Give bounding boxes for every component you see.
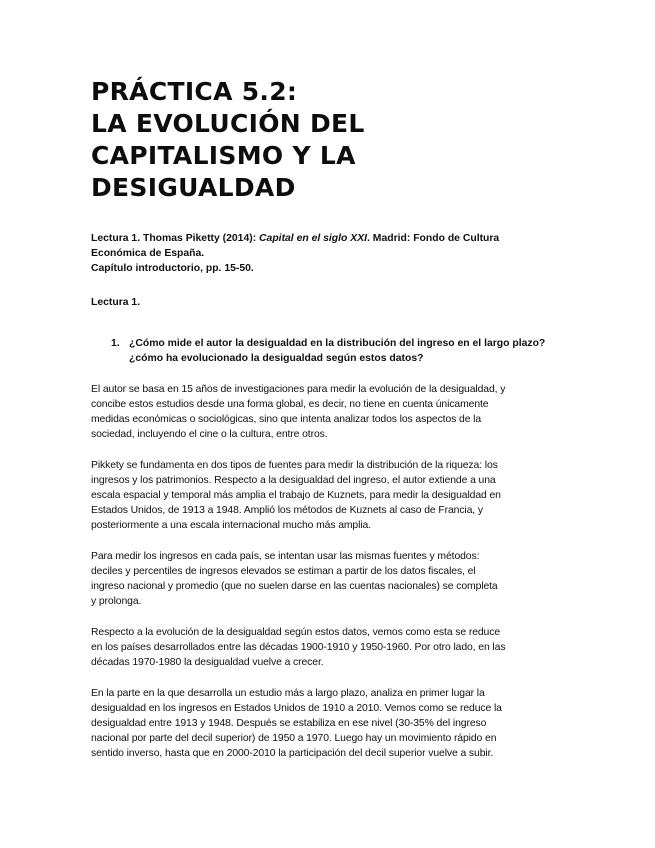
paragraph-line: ingreso nacional y promedio (que no suelen darse en las cuentas nacionales) se completa xyxy=(91,581,498,592)
paragraph-line: En la parte en la que desarrolla un estudio más a largo plazo, analiza en primer lugar la xyxy=(91,688,485,699)
question-item xyxy=(91,336,554,366)
question-line: ¿Cómo mide el autor la desigualdad en la distribución del ingreso en el largo xyxy=(129,338,510,349)
title-line: PRÁCTICA 5.2: xyxy=(91,77,298,106)
paragraph-line: décadas 1970-1980 la desigualdad vuelve a crecer. xyxy=(91,657,324,668)
paragraph-line: sociedad, incluyendo el cine o la cultura, entre otros. xyxy=(91,429,328,440)
reference-line-1 xyxy=(91,231,575,246)
paragraph-line: en los países desarrollados entre las décadas 1900-1910 y 1950-1960. Por otro lado, en las xyxy=(91,642,506,653)
answer-paragraph-1 xyxy=(91,382,575,442)
reference-line-3: Capítulo introductorio, pp. 15-50. xyxy=(91,263,254,274)
reading-reference xyxy=(91,231,575,276)
paragraph-line: deciles y percentiles de ingresos elevados se estiman a partir de los datos fiscales, el xyxy=(91,566,476,577)
reference-suffix: . Madrid: Fondo de Cultura xyxy=(367,233,500,244)
paragraph-line: desigualdad en los ingresos en Estados Unidos de 1910 a 2010. Vemos como se reduce la xyxy=(91,703,502,714)
paragraph-line: nacional por parte del decil superior) de 1950 a 1970. Luego hay un movimiento rápido en xyxy=(91,733,497,744)
answer-paragraph-4 xyxy=(91,625,575,670)
question-number: 1. xyxy=(111,338,120,349)
paragraph-line: Respecto a la evolución de la desigualdad según estos datos, vemos como esta se reduce xyxy=(91,627,501,638)
paragraph-line: Pikkety se fundamenta en dos tipos de fuentes para medir la distribución de la riqueza: los xyxy=(91,460,498,471)
paragraph-line: y prolonga. xyxy=(91,596,142,607)
paragraph-line: desigualdad entre 1913 y 1948. Después se estabiliza en ese nivel (30-35% del ingreso xyxy=(91,718,487,729)
paragraph-line: Para medir los ingresos en cada país, se intentan usar las mismas fuentes y métodos: xyxy=(91,551,480,562)
document-title xyxy=(91,0,575,204)
answer-paragraph-5 xyxy=(91,686,575,761)
answer-paragraph-2 xyxy=(91,458,575,533)
paragraph-line: Estados Unidos, de 1913 a 1948. Amplió los métodos de Kuznets al caso de Francia, y xyxy=(91,505,483,516)
paragraph-line: posteriormente a una escala internacional mucho más amplia. xyxy=(91,520,371,531)
paragraph-line: El autor se basa en 15 años de investigaciones para medir la evolución de la desigualdad, y xyxy=(91,384,506,395)
paragraph-line: medidas económicas o sociológicas, sino que intenta analizar todos los aspectos de la xyxy=(91,414,482,425)
title-line: CAPITALISMO Y LA xyxy=(91,141,356,170)
reference-prefix: Lectura 1. Thomas Piketty (2014): xyxy=(91,233,260,244)
title-line: LA EVOLUCIÓN DEL xyxy=(91,109,365,138)
paragraph-line: concibe estos estudios desde una forma global, es decir, no tiene en cuenta únicamente xyxy=(91,399,489,410)
question-line: plazo? ¿cómo ha evolucionado la desigualdad según estos datos? xyxy=(129,338,546,364)
book-title: Capital en el siglo XXI xyxy=(259,233,368,244)
paragraph-line: ingresos y los patrimonios. Respecto a la desigualdad del ingreso, el autor extiende a una xyxy=(91,475,496,486)
paragraph-line: escala espacial y temporal más amplia el trabajo de Kuznets, para medir la desigualdad en xyxy=(91,490,501,501)
paragraph-line: sentido inverso, hasta que en 2000-2010 la participación del decil superior vuelve a subir. xyxy=(91,748,494,759)
answer-paragraph-3 xyxy=(91,549,575,609)
title-line: DESIGUALDAD xyxy=(91,173,296,202)
reference-line-2: Económica de España. xyxy=(91,248,205,259)
lecture-label: Lectura 1. xyxy=(91,297,141,308)
